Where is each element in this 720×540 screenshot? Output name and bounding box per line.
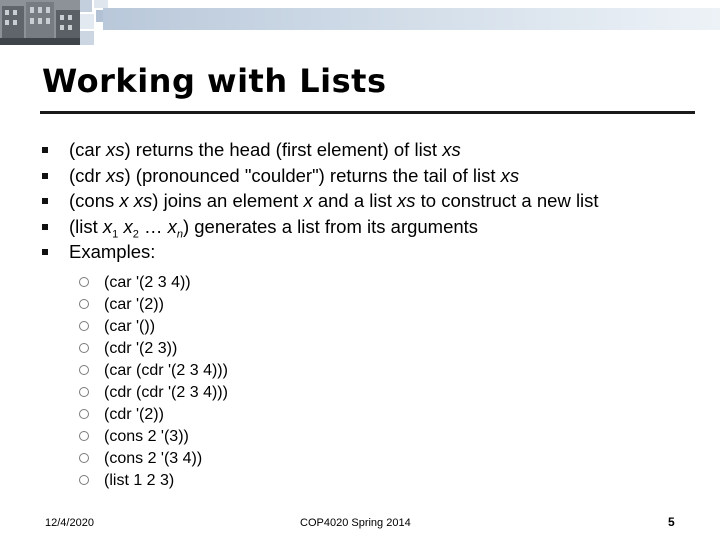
bullet-car: (car xs) returns the head (first element) of list xs bbox=[40, 139, 599, 165]
example-item: (cons 2 '(3 4)) bbox=[79, 450, 228, 472]
header-band bbox=[103, 8, 720, 30]
square-bullet-icon bbox=[42, 198, 48, 204]
example-item: (cdr (cdr '(2 3 4))) bbox=[79, 384, 228, 406]
bullet-examples bbox=[40, 241, 599, 267]
square-bullet-icon bbox=[42, 173, 48, 179]
circle-bullet-icon bbox=[79, 277, 89, 287]
decor-square bbox=[80, 0, 92, 12]
circle-bullet-icon bbox=[79, 321, 89, 331]
example-item: (car '()) bbox=[79, 318, 228, 340]
bullet-cdr: (cdr xs) (pronounced "coulder") returns the tail of list xs bbox=[40, 165, 599, 191]
circle-bullet-icon bbox=[79, 387, 89, 397]
bullet-text: (list $x_1$ $x_2$ … $x_n$) generates a list from its arguments bbox=[69, 215, 479, 241]
decor-square bbox=[94, 0, 108, 8]
footer-date: 12/4/2020 bbox=[45, 517, 94, 529]
square-bullet-icon bbox=[42, 249, 48, 255]
square-bullet-icon bbox=[42, 224, 48, 230]
example-item: (car '(2 3 4)) bbox=[79, 274, 228, 296]
bullet-list bbox=[40, 139, 599, 267]
example-item: (list 1 2 3) bbox=[79, 472, 228, 494]
example-item: (car '(2)) bbox=[79, 296, 228, 318]
example-item: (cdr '(2 3)) bbox=[79, 340, 228, 362]
circle-bullet-icon bbox=[79, 475, 89, 485]
page-number: 5 bbox=[668, 515, 675, 529]
example-item: (car (cdr '(2 3 4))) bbox=[79, 362, 228, 384]
square-bullet-icon bbox=[42, 147, 48, 153]
circle-bullet-icon bbox=[79, 453, 89, 463]
circle-bullet-icon bbox=[79, 365, 89, 375]
circle-bullet-icon bbox=[79, 431, 89, 441]
example-item: (cdr '(2)) bbox=[79, 406, 228, 428]
decor-square bbox=[80, 31, 94, 45]
bullet-text: Examples: bbox=[69, 241, 156, 262]
decor-square bbox=[80, 14, 94, 29]
bullet-list-fn bbox=[40, 216, 599, 242]
circle-bullet-icon bbox=[79, 409, 89, 419]
slide-title: Working with Lists bbox=[42, 62, 387, 100]
example-item: (cons 2 '(3)) bbox=[79, 428, 228, 450]
circle-bullet-icon bbox=[79, 343, 89, 353]
title-underline bbox=[40, 111, 695, 114]
header-photo bbox=[0, 0, 80, 45]
examples-list bbox=[79, 274, 228, 494]
footer-course: COP4020 Spring 2014 bbox=[300, 517, 411, 529]
circle-bullet-icon bbox=[79, 299, 89, 309]
bullet-cons: (cons x xs) joins an element x and a list xs to construct a new list bbox=[40, 190, 599, 216]
